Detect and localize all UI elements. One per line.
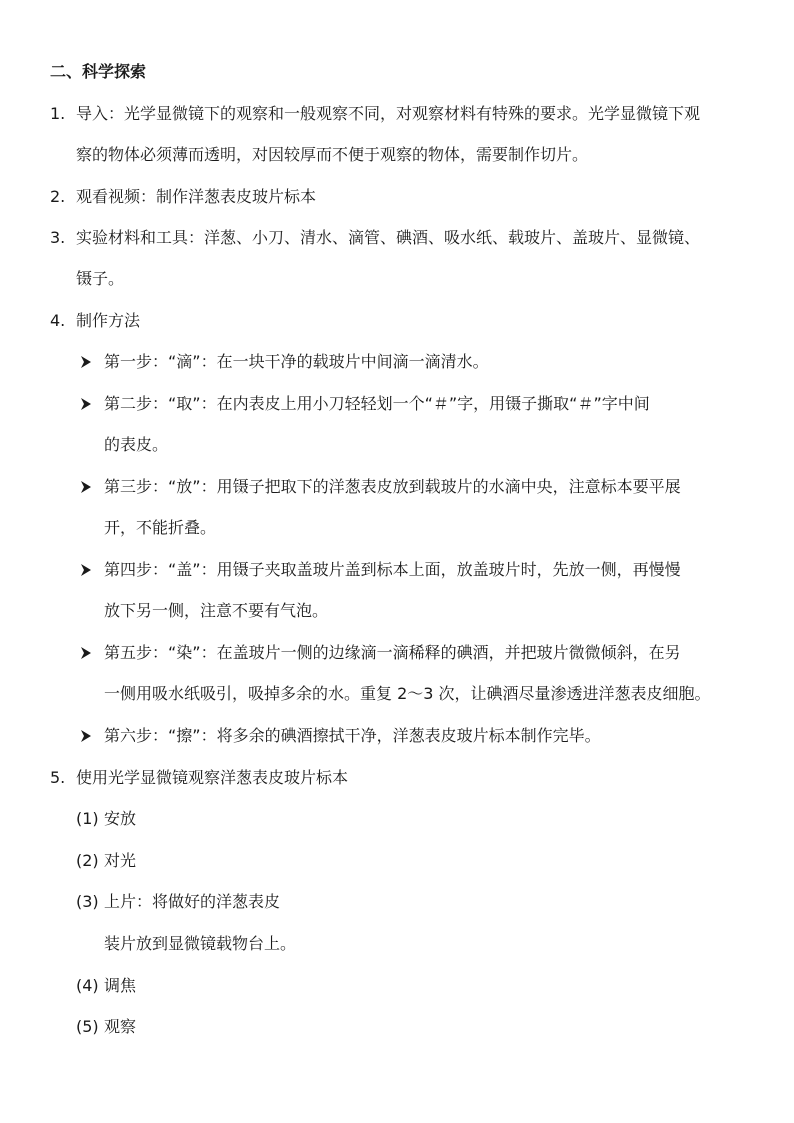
- step-text: 第五步：“染”：在盖玻片一侧的边缘滴一滴稀释的碘酒，并把玻片微微倾斜，在另: [104, 643, 681, 662]
- step-text: 第三步：“放”：用镊子把取下的洋葱表皮放到载玻片的水滴中央，注意标本要平展: [104, 477, 681, 496]
- sub-item-number: (5): [76, 1017, 99, 1036]
- arrowhead-bullet-icon: [80, 352, 92, 372]
- item-number: 3.: [50, 228, 66, 247]
- section-title: 二、科学探索: [50, 62, 147, 81]
- item-text: 实验材料和工具：洋葱、小刀、清水、滴管、碘酒、吸水纸、载玻片、盖玻片、显微镜、: [76, 228, 701, 247]
- sub-item-text: 安放: [104, 809, 137, 828]
- item-text-continuation: 察的物体必须薄而透明，对因较厚而不便于观察的物体，需要制作切片。: [76, 145, 589, 164]
- sub-item-number: (3): [76, 892, 99, 911]
- sub-item-text: 观察: [104, 1017, 137, 1036]
- arrowhead-bullet-icon: [80, 726, 92, 746]
- item-text: 导入：光学显微镜下的观察和一般观察不同，对观察材料有特殊的要求。光学显微镜下观: [76, 104, 701, 123]
- step-text-continuation: 一侧用吸水纸吸引，吸掉多余的水。重复 2～3 次，让碘酒尽量渗透进洋葱表皮细胞。: [104, 684, 711, 703]
- item-text: 制作方法: [76, 311, 141, 330]
- step-text-continuation: 放下另一侧，注意不要有气泡。: [104, 601, 329, 620]
- arrowhead-bullet-icon: [80, 560, 92, 580]
- sub-item-text-continuation: 装片放到显微镜载物台上。: [104, 934, 297, 953]
- sub-item-number: (4): [76, 976, 99, 995]
- step-text: 第四步：“盖”：用镊子夹取盖玻片盖到标本上面，放盖玻片时，先放一侧，再慢慢: [104, 560, 681, 579]
- item-number: 5.: [50, 768, 66, 787]
- sub-item-text: 调焦: [104, 976, 137, 995]
- step-text-continuation: 的表皮。: [104, 435, 169, 454]
- step-text: 第六步：“擦”：将多余的碘酒擦拭干净，洋葱表皮玻片标本制作完毕。: [104, 726, 601, 745]
- sub-item-text: 上片：将做好的洋葱表皮: [104, 892, 281, 911]
- item-number: 4.: [50, 311, 66, 330]
- step-text: 第二步：“取”：在内表皮上用小刀轻轻划一个“＃”字，用镊子撕取“＃”字中间: [104, 394, 650, 413]
- item-number: 1.: [50, 104, 66, 123]
- arrowhead-bullet-icon: [80, 477, 92, 497]
- sub-item-number: (2): [76, 851, 99, 870]
- sub-item-text: 对光: [104, 851, 137, 870]
- arrowhead-bullet-icon: [80, 643, 92, 663]
- arrowhead-bullet-icon: [80, 394, 92, 414]
- item-number: 2.: [50, 187, 66, 206]
- step-text-continuation: 开，不能折叠。: [104, 518, 217, 537]
- item-text: 观看视频：制作洋葱表皮玻片标本: [76, 187, 317, 206]
- item-text: 使用光学显微镜观察洋葱表皮玻片标本: [76, 768, 349, 787]
- sub-item-number: (1): [76, 809, 99, 828]
- step-text: 第一步：“滴”：在一块干净的载玻片中间滴一滴清水。: [104, 352, 489, 371]
- item-text-continuation: 镊子。: [76, 269, 125, 288]
